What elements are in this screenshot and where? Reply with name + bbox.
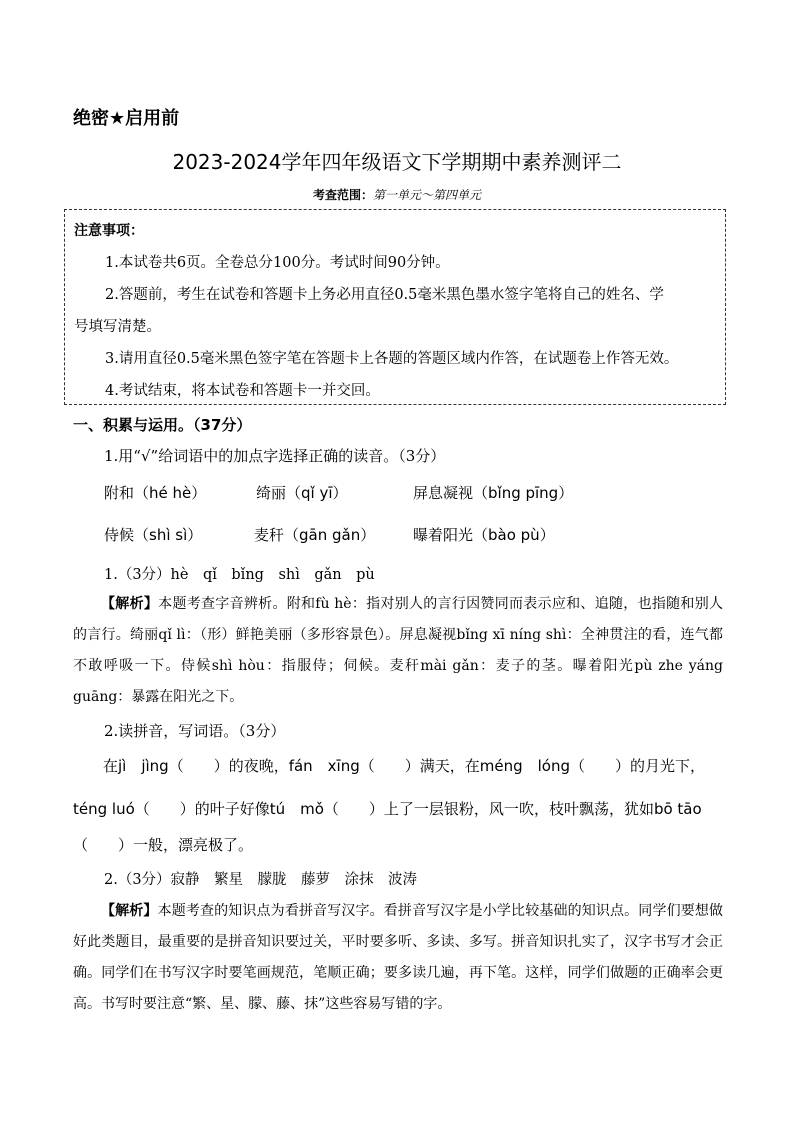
notice-line-2a: 2.答题前，考生在试卷和答题卡上务必用直径0.5毫米黑色墨水签字笔将自己的姓名、学 bbox=[105, 287, 664, 303]
word-item: 麦秆（gān gǎn） bbox=[254, 526, 376, 544]
notice-box bbox=[64, 209, 726, 405]
notice-line-1: 1.本试卷共6页。全卷总分100分。考试时间90分钟。 bbox=[105, 255, 450, 271]
notice-line-3: 3.请用直径0.5毫米黑色签字笔在答题卡上各题的答题区域内作答，在试题卷上作答无效。 bbox=[105, 351, 679, 367]
question-2-answer: 2.（3分）寂静 繁星 朦胧 藤萝 涂抹 波涛 bbox=[104, 872, 418, 888]
page-title: 2023-2024学年四年级语文下学期期中素养测评二 bbox=[172, 150, 622, 174]
word-item: 屏息凝视（bǐng pīng） bbox=[413, 484, 574, 502]
analysis-text: 本题考查的知识点为看拼音写汉字。看拼音写汉字是小学比较基础的知识点。同学们要想做好此类题目，最重要的是拼音知识要过关，平时要多听、多读、多写。拼音知识扎实了，汉字书写才会正确。同学们在书写汉字时要笔画规范，笔顺正确；要多读几遍，再下笔。这样，同学们做题的正确率会更高。书写时要注意“繁、星、朦、藤、抹”这些容易写错的字。 bbox=[73, 903, 724, 1012]
question-2-prompt: 2.读拼音，写词语。（3分） bbox=[104, 722, 286, 740]
fill-line-2: téng luó（ ）的叶子好像tú mǒ（ ）上了一层银粉，风一吹，枝叶飘荡，犹如bō tāo bbox=[73, 800, 702, 818]
word-item: 绮丽（qǐ yī） bbox=[256, 484, 348, 502]
notice-line-4: 4.考试结束，将本试卷和答题卡一并交回。 bbox=[105, 383, 380, 399]
question-1-answer: 1.（3分）hè qǐ bǐng shì gǎn pù bbox=[104, 567, 375, 583]
question-1-analysis bbox=[73, 589, 723, 713]
question-2-analysis bbox=[73, 896, 723, 1020]
analysis-tag: 【解析】 bbox=[101, 596, 159, 612]
notice-line-2b: 号填写清楚。 bbox=[74, 319, 161, 335]
scope-value: 第一单元～第四单元 bbox=[373, 188, 482, 202]
word-item: 附和（hé hè） bbox=[104, 484, 207, 502]
fill-line-3: （ ）一般，漂亮极了。 bbox=[73, 836, 254, 854]
word-item: 侍候（shì sì） bbox=[104, 526, 203, 544]
notice-title: 注意事项： bbox=[74, 223, 144, 239]
confidential-label: 绝密★启用前 bbox=[73, 108, 180, 129]
section-heading: 一、积累与运用。（37分） bbox=[73, 416, 252, 434]
fill-line-1: 在jì jìng（ ）的夜晚，fán xīng（ ）满天，在méng lóng（ ）的月光下， bbox=[103, 757, 705, 775]
question-1-prompt: 1.用“√”给词语中的加点字选择正确的读音。（3分） bbox=[104, 447, 446, 465]
exam-scope bbox=[0, 186, 794, 203]
word-item: 曝着阳光（bào pù） bbox=[413, 526, 555, 544]
analysis-tag: 【解析】 bbox=[101, 903, 158, 919]
analysis-text: 本题考查字音辨析。附和fù hè：指对别人的言行因赞同而表示应和、追随，也指随和别人的言行。绮丽qǐ lì：（形）鲜艳美丽（多形容景色）。屏息凝视bǐng xī níng shì：全神贯注的看，连气都不敢呼吸一下。侍候shì hòu：指服侍；伺候。麦秆mài gǎn：麦子的茎。曝着阳光pù zhe yáng guāng：暴露在阳光之下。 bbox=[73, 596, 724, 705]
scope-label: 考查范围： bbox=[312, 188, 373, 202]
